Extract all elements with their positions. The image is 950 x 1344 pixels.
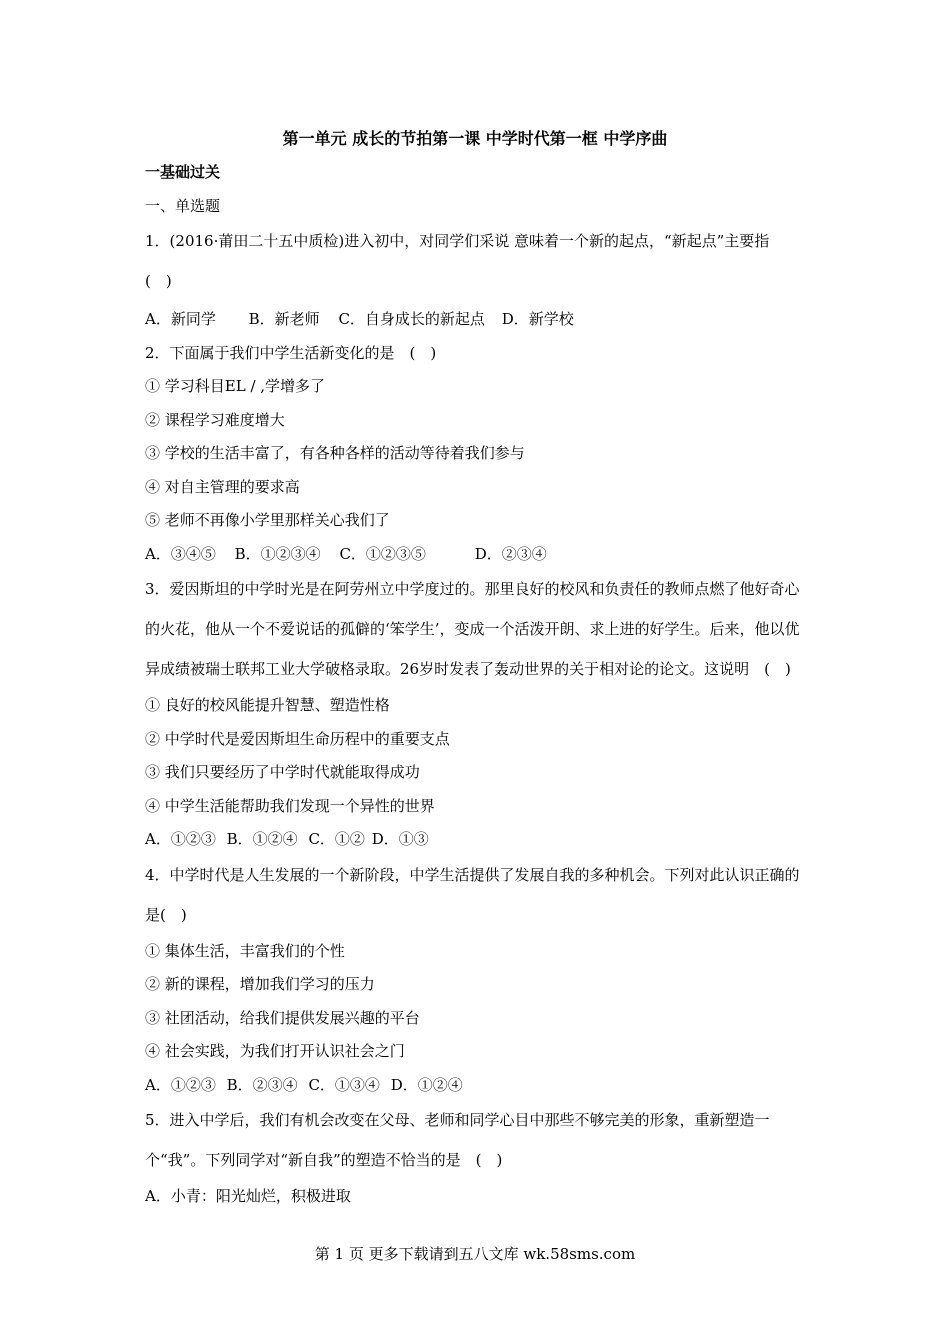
question-4-item-3: ③ 社团活动，给我们提供发展兴趣的平台 [145, 1008, 420, 1027]
question-4-options [145, 1071, 810, 1105]
question-2-item-4: ④ 对自主管理的要求高 [145, 477, 300, 496]
question-3-stem: 3．爱因斯坦的中学时光是在阿劳州立中学度过的。那里良好的校风和负责任的教师点燃了他好奇心的火花，他从一个不爱说话的孤僻的‘笨学生’，变成一个活泼开朗、求上进的好学生。后来，他以优异成绩被瑞士联邦工业大学破格录取。26岁时发表了轰动世界的关于相对论的论文。这说明 ( ) [145, 580, 800, 678]
question-3-options [145, 825, 810, 859]
option-d: D．①②④ [390, 1075, 463, 1094]
question-2-item-2: ② 课程学习难度增大 [145, 410, 285, 429]
question-4-item-2: ② 新的课程，增加我们学习的压力 [145, 975, 375, 993]
question-2-stem: 2．下面属于我们中学生活新变化的是 ( ) [145, 343, 437, 362]
question-1-stem: 1．(2016·莆田二十五中质检)进入初中，对同学们采说 意味着一个新的起点，“新起点”主要指 ( ) [145, 232, 785, 290]
question-3-item-2: ② 中学时代是爱因斯坦生命历程中的重要支点 [145, 729, 450, 748]
option-b: B．②③④ [226, 1075, 298, 1094]
section-heading: 一基础过关 [145, 163, 221, 181]
option-d: D．新学校 [501, 310, 574, 328]
question-4-stem: 4．中学时代是人生发展的一个新阶段，中学生活提供了发展自我的多种机会。下列对此认识正确的是( ) [145, 865, 800, 924]
question-4-item-4: ④ 社会实践，为我们打开认识社会之门 [145, 1042, 405, 1060]
question-2-item-5: ⑤ 老师不再像小学里那样关心我们了 [145, 511, 390, 529]
option-d: D．①③ [371, 830, 429, 848]
subsection-heading: 一、单选题 [145, 196, 221, 215]
question-5-option-a: A．小青：阳光灿烂，积极进取 [145, 1187, 351, 1205]
option-c: C．①②③⑤ [339, 544, 426, 563]
question-3-item-1: ① 良好的校风能提升智慧、塑造性格 [145, 696, 390, 714]
document-title: 第一单元 成长的节拍第一课 中学时代第一框 中学序曲 [282, 129, 668, 148]
option-c: C．自身成长的新起点 [338, 310, 485, 328]
option-a: A．①②③ [145, 1075, 216, 1094]
option-b: B．①②④ [226, 830, 298, 848]
option-a: A．③④⑤ [145, 544, 216, 563]
option-b: B．新老师 [248, 310, 320, 328]
question-2-item-3: ③ 学校的生活丰富了，有各种各样的活动等待着我们参与 [145, 444, 525, 462]
question-3-item-4: ④ 中学生活能帮助我们发现一个异性的世界 [145, 796, 435, 815]
option-d: D．②③④ [474, 544, 547, 563]
option-a: A．新同学 [145, 310, 216, 328]
question-1-options [145, 305, 810, 339]
question-2-options [145, 540, 810, 574]
option-c: C．①② [308, 830, 365, 848]
document-body [145, 158, 810, 1216]
question-3-item-3: ③ 我们只要经历了中学时代就能取得成功 [145, 763, 420, 781]
option-b: B．①②③④ [234, 544, 321, 563]
question-5-stem: 5．进入中学后，我们有机会改变在父母、老师和同学心目中那些不够完美的形象，重新塑造一个“我”。下列同学对“新自我”的塑造不恰当的是 ( ) [145, 1111, 770, 1169]
question-4-item-1: ① 集体生活，丰富我们的个性 [145, 941, 345, 960]
option-a: A．①②③ [145, 830, 216, 848]
question-2-item-1: ① 学习科目EL / ,学增多了 [145, 377, 326, 395]
option-c: C．①③④ [308, 1075, 380, 1094]
page-footer: 第 1 页 更多下载请到五八文库 wk.58sms.com [314, 1245, 636, 1263]
